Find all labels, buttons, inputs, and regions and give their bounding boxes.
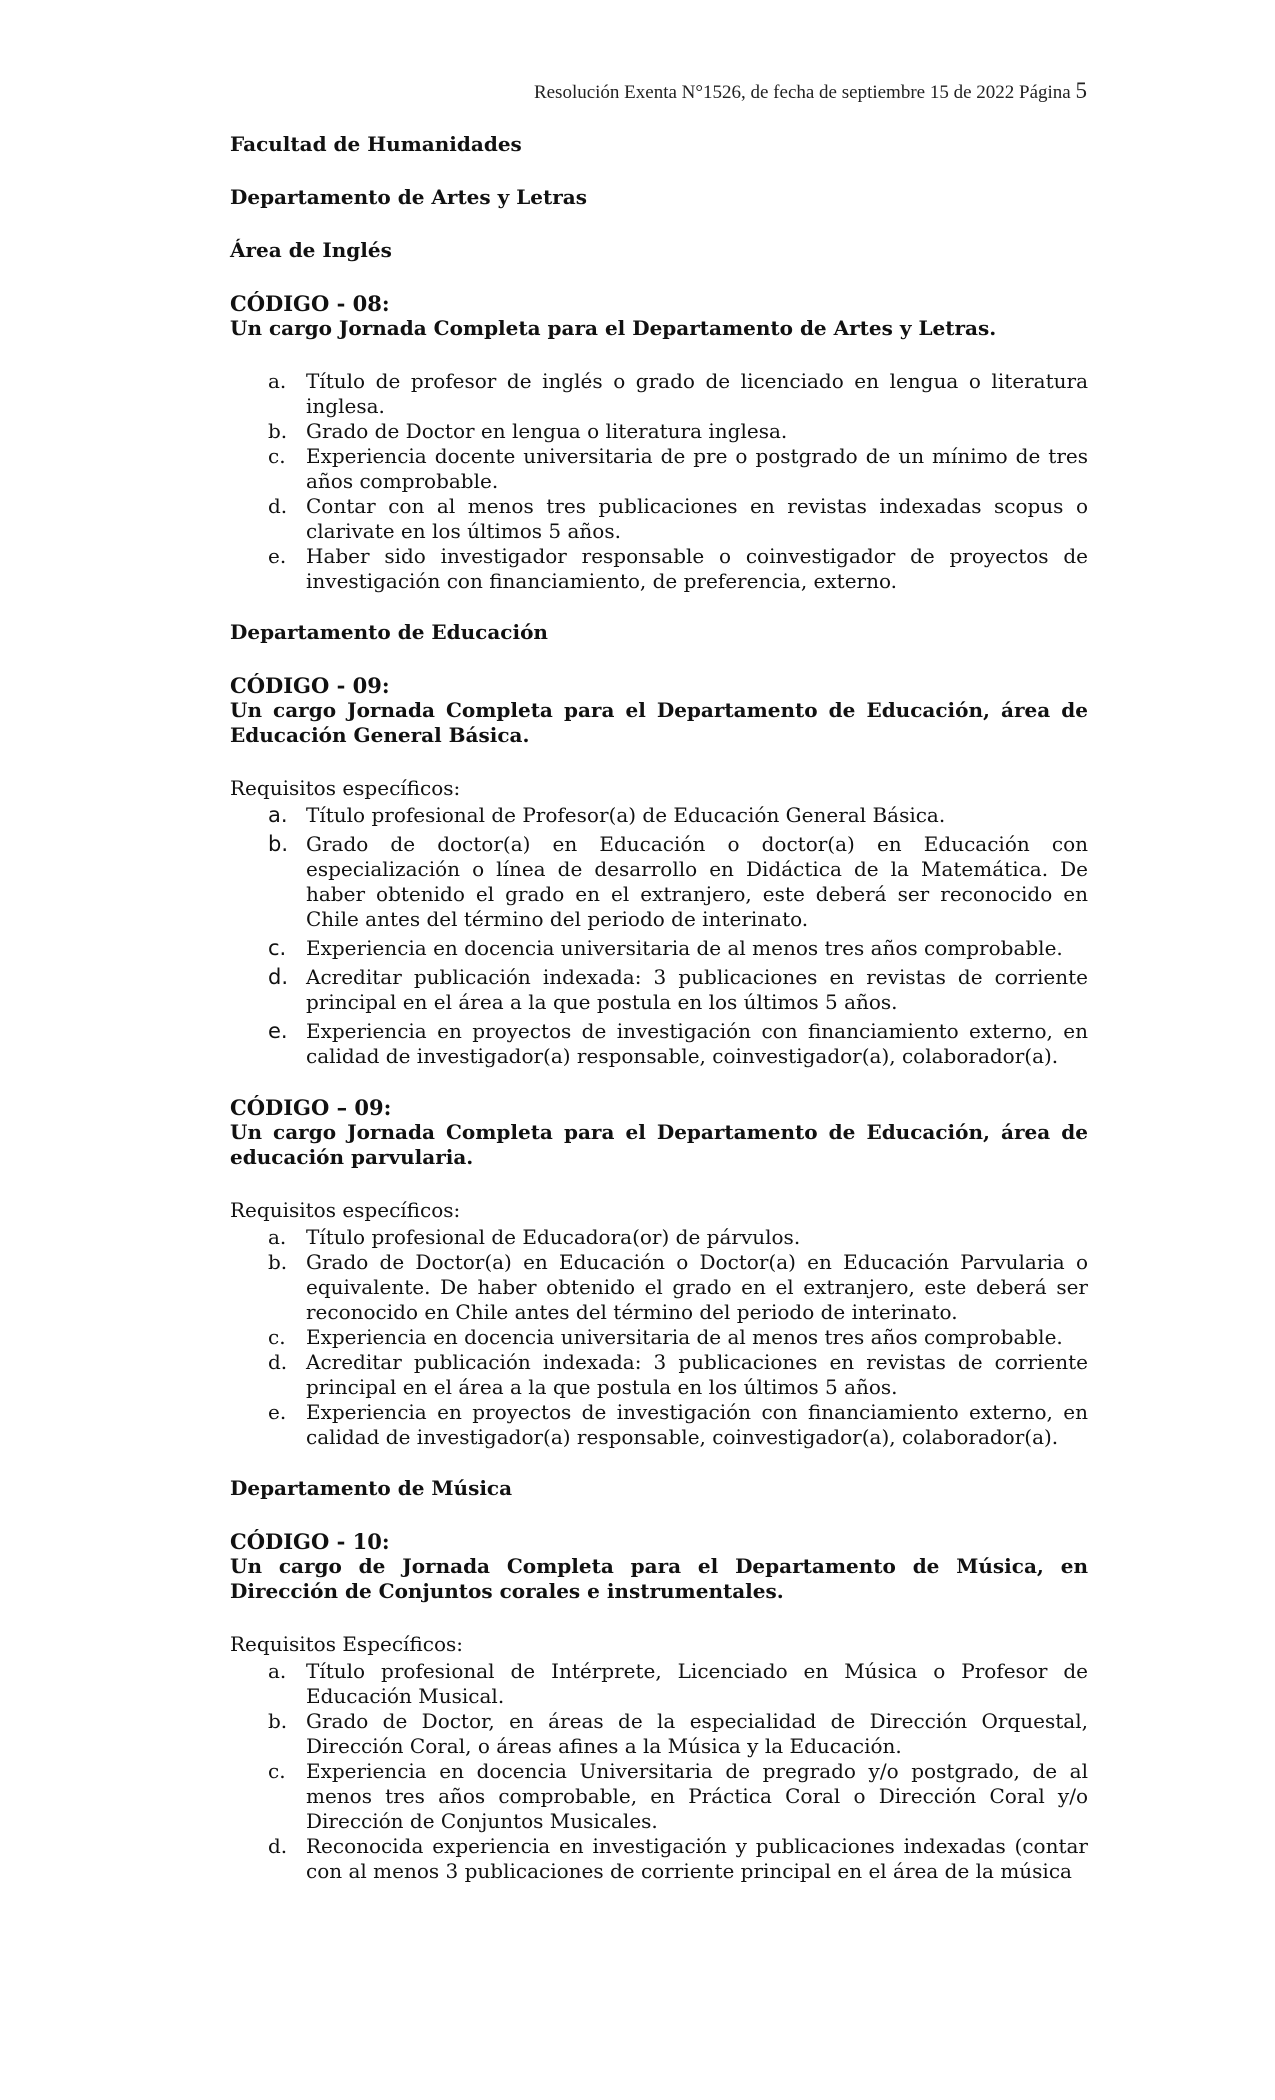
code-10-title: Un cargo de Jornada Completa para el Departamento de Música, en Dirección de Conjuntos corales e instrumentales. <box>230 1554 1088 1603</box>
item-letter: a. <box>268 803 288 827</box>
list-item <box>230 1350 1088 1400</box>
list-item <box>230 1659 1088 1709</box>
item-letter: b. <box>268 1250 288 1274</box>
item-letter: b. <box>268 1709 288 1733</box>
code-09b-requirements <box>230 1225 1088 1450</box>
code-09a-label: CÓDIGO - 09: <box>230 673 390 698</box>
list-item <box>230 369 1088 419</box>
item-text: Acreditar publicación indexada: 3 publicaciones en revistas de corriente principal en el área a la que postula en los últimos 5 años. <box>306 1350 1088 1399</box>
document-body <box>230 132 1088 1910</box>
item-letter: c. <box>268 444 286 468</box>
code-09a-section <box>230 673 1088 1069</box>
code-10-requirements <box>230 1659 1088 1884</box>
faculty-heading: Facultad de Humanidades <box>230 132 522 156</box>
item-text: Haber sido investigador responsable o coinvestigador de proyectos de investigación con financiamiento, de preferencia, externo. <box>306 544 1088 593</box>
item-letter: c. <box>268 936 287 960</box>
item-letter: e. <box>268 1400 287 1424</box>
item-text: Grado de Doctor, en áreas de la especialidad de Dirección Orquestal, Dirección Coral, o áreas afines a la Música y la Educación. <box>306 1709 1088 1758</box>
area-ingles-heading: Área de Inglés <box>230 238 392 262</box>
item-letter: e. <box>268 544 287 568</box>
item-text: Experiencia en docencia universitaria de al menos tres años comprobable. <box>306 1325 1063 1349</box>
list-item <box>230 965 1088 1015</box>
item-text: Título profesional de Profesor(a) de Educación General Básica. <box>306 803 946 827</box>
list-item <box>230 1250 1088 1325</box>
item-text: Título de profesor de inglés o grado de licenciado en lengua o literatura inglesa. <box>306 369 1088 418</box>
code-08-title: Un cargo Jornada Completa para el Departamento de Artes y Letras. <box>230 316 997 340</box>
item-text: Grado de Doctor en lengua o literatura inglesa. <box>306 419 788 443</box>
list-item <box>230 803 1088 828</box>
list-item <box>230 936 1088 961</box>
list-item <box>230 444 1088 494</box>
page-header <box>534 78 1087 104</box>
item-text: Experiencia en proyectos de investigación con financiamiento externo, en calidad de investigador(a) responsable, coinvestigador(a), colaborador(a). <box>306 1400 1088 1449</box>
code-10-section <box>230 1529 1088 1884</box>
code-08-section <box>230 291 1088 594</box>
header-text: Resolución Exenta N°1526, de fecha de septiembre 15 de 2022 Página <box>533 82 1071 103</box>
code-09a-requirements <box>230 803 1088 1069</box>
item-text: Reconocida experiencia en investigación y publicaciones indexadas (contar con al menos 3 publicaciones de corriente principal en el área de la música <box>306 1834 1088 1883</box>
item-text: Experiencia en proyectos de investigación con financiamiento externo, en calidad de investigador(a) responsable, coinvestigador(a), colaborador(a). <box>306 1019 1088 1068</box>
code-10-label: CÓDIGO - 10: <box>230 1529 390 1554</box>
item-text: Experiencia en docencia universitaria de al menos tres años comprobable. <box>306 936 1063 960</box>
item-text: Título profesional de Intérprete, Licenciado en Música o Profesor de Educación Musical. <box>306 1659 1088 1708</box>
list-item <box>230 1325 1088 1350</box>
item-letter: a. <box>268 369 287 393</box>
item-letter: d. <box>268 1350 288 1374</box>
list-item <box>230 1225 1088 1250</box>
item-text: Grado de doctor(a) en Educación o doctor(a) en Educación con especialización o línea de desarrollo en Didáctica de la Matemática. De haber obtenido el grado en el extranjero, este deberá ser reconocido en Chile antes del término del periodo de interinato. <box>306 832 1088 931</box>
list-item <box>230 494 1088 544</box>
dept-musica-heading: Departamento de Música <box>230 1476 513 1500</box>
code-09a-req-label: Requisitos específicos: <box>230 776 461 800</box>
item-letter: d. <box>268 1834 288 1858</box>
item-text: Experiencia en docencia Universitaria de pregrado y/o postgrado, de al menos tres años comprobable, en Práctica Coral o Dirección Coral y/o Dirección de Conjuntos Musicales. <box>306 1759 1088 1833</box>
code-10-req-label: Requisitos Específicos: <box>230 1632 464 1656</box>
item-text: Acreditar publicación indexada: 3 publicaciones en revistas de corriente principal en el área a la que postula en los últimos 5 años. <box>306 965 1088 1014</box>
code-08-label: CÓDIGO - 08: <box>230 291 390 316</box>
list-item <box>230 1400 1088 1450</box>
list-item <box>230 544 1088 594</box>
item-text: Contar con al menos tres publicaciones en revistas indexadas scopus o clarivate en los últimos 5 años. <box>306 494 1088 543</box>
list-item <box>230 1759 1088 1834</box>
code-09a-title: Un cargo Jornada Completa para el Departamento de Educación, área de Educación General Básica. <box>230 698 1088 747</box>
item-letter: c. <box>268 1325 286 1349</box>
list-item <box>230 1834 1088 1884</box>
code-09b-section <box>230 1095 1088 1450</box>
item-letter: d. <box>268 494 288 518</box>
item-letter: d. <box>268 965 289 989</box>
item-text: Experiencia docente universitaria de pre o postgrado de un mínimo de tres años comprobable. <box>306 444 1088 493</box>
code-09b-label: CÓDIGO – 09: <box>230 1095 392 1120</box>
list-item <box>230 1709 1088 1759</box>
list-item <box>230 1019 1088 1069</box>
page-number: 5 <box>1075 78 1087 103</box>
item-letter: c. <box>268 1759 286 1783</box>
code-09b-req-label: Requisitos específicos: <box>230 1198 461 1222</box>
item-text: Título profesional de Educadora(or) de párvulos. <box>306 1225 801 1249</box>
item-letter: e. <box>268 1019 288 1043</box>
item-letter: b. <box>268 832 289 856</box>
list-item <box>230 419 1088 444</box>
item-text: Grado de Doctor(a) en Educación o Doctor(a) en Educación Parvularia o equivalente. De haber obtenido el grado en el extranjero, este deberá ser reconocido en Chile antes del término del periodo de interinato. <box>306 1250 1088 1324</box>
code-09b-title: Un cargo Jornada Completa para el Departamento de Educación, área de educación parvularia. <box>230 1120 1088 1169</box>
code-08-requirements <box>230 369 1088 594</box>
item-letter: b. <box>268 419 288 443</box>
dept-educacion-heading: Departamento de Educación <box>230 620 548 644</box>
list-item <box>230 832 1088 932</box>
item-letter: a. <box>268 1659 287 1683</box>
dept-artes-heading: Departamento de Artes y Letras <box>230 185 587 209</box>
item-letter: a. <box>268 1225 287 1249</box>
